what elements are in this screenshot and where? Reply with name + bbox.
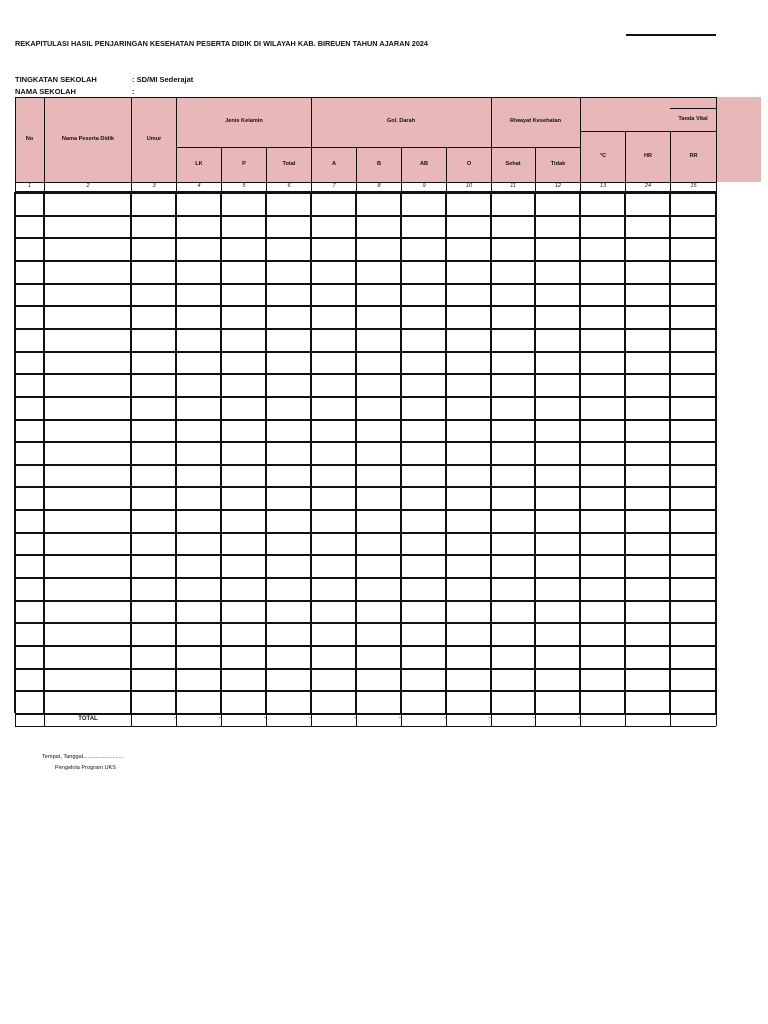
- column-line: [220, 192, 222, 713]
- row-line: [15, 645, 716, 647]
- row-line: [15, 283, 716, 285]
- row-line: [15, 351, 716, 353]
- header-nama: Nama Peserta Didik: [61, 136, 115, 142]
- column-number: 8: [377, 183, 381, 189]
- column-number: 12: [554, 183, 562, 189]
- column-line: [356, 713, 357, 726]
- header-sub: AB: [419, 161, 429, 167]
- column-line: [534, 192, 536, 713]
- row-line: [15, 600, 716, 602]
- total-value: -: [264, 715, 266, 721]
- column-line: [131, 97, 132, 192]
- row-line: [15, 509, 716, 511]
- header-sub: P: [242, 161, 246, 167]
- row-line: [15, 305, 716, 307]
- column-line: [624, 192, 626, 713]
- total-value: -: [219, 715, 221, 721]
- header-sub: RR: [689, 153, 698, 159]
- row-line: [15, 668, 716, 670]
- column-line: [311, 97, 312, 192]
- header-fill-overflow: [716, 97, 761, 182]
- column-line: [400, 192, 402, 713]
- header-line: [176, 147, 580, 148]
- row-line: [15, 260, 716, 262]
- column-line: [401, 713, 402, 726]
- header-sub: A: [331, 161, 337, 167]
- column-line: [535, 713, 536, 726]
- header-sub: Sehat: [505, 161, 521, 167]
- column-number: 10: [465, 183, 473, 189]
- column-line: [176, 97, 177, 192]
- total-value: -: [533, 715, 535, 721]
- total-value: -: [489, 715, 491, 721]
- row-line: [15, 396, 716, 398]
- total-value: -: [309, 715, 311, 721]
- column-number: 5: [242, 183, 246, 189]
- column-number: 3: [152, 183, 156, 189]
- total-label: TOTAL: [78, 716, 98, 722]
- column-number: 1: [27, 183, 32, 189]
- column-line: [355, 192, 357, 713]
- column-line: [311, 713, 312, 726]
- column-line: [445, 192, 447, 713]
- column-line: [625, 713, 626, 726]
- header-line: [580, 131, 716, 132]
- school-level-label: TINGKATAN SEKOLAH: [15, 75, 97, 84]
- header-sub: O: [466, 161, 472, 167]
- school-name-label: NAMA SEKOLAH: [15, 87, 76, 96]
- row-line: [15, 373, 716, 375]
- total-value: -: [578, 715, 580, 721]
- total-value: -: [174, 715, 176, 721]
- column-line: [14, 192, 16, 713]
- header-sub: °C: [599, 153, 607, 159]
- column-line: [716, 713, 717, 726]
- row-line: [15, 237, 716, 239]
- row-line: [15, 713, 716, 715]
- column-line: [15, 97, 16, 192]
- table-border-bottom: [15, 726, 716, 727]
- column-line: [176, 713, 177, 726]
- total-value: -: [444, 715, 446, 721]
- column-line: [490, 192, 492, 713]
- row-line: [15, 577, 716, 579]
- column-number: 15: [690, 183, 697, 189]
- header-gol-darah: Gol. Darah: [386, 118, 416, 124]
- column-line: [43, 192, 45, 713]
- header-sub: HR: [643, 153, 653, 159]
- column-line: [491, 97, 492, 192]
- column-number: 11: [510, 183, 516, 189]
- row-line: [15, 419, 716, 421]
- table-border-top: [15, 97, 716, 98]
- column-line: [265, 192, 267, 713]
- column-line: [580, 97, 581, 192]
- column-line: [446, 713, 447, 726]
- header-no: No: [25, 136, 34, 142]
- total-value: -: [399, 715, 401, 721]
- column-line: [715, 192, 717, 713]
- header-sub: LK: [195, 161, 203, 167]
- column-number: 9: [422, 183, 426, 189]
- school-level-value: : SD/MI Sederajat: [132, 75, 194, 84]
- column-number: 24: [644, 183, 652, 189]
- row-line: [15, 486, 716, 488]
- column-number: 7: [332, 183, 336, 189]
- column-line: [310, 192, 312, 713]
- column-number: 13: [599, 183, 607, 189]
- school-name-value: :: [132, 87, 135, 96]
- column-line: [491, 713, 492, 726]
- column-line: [221, 713, 222, 726]
- column-number: 2: [86, 183, 90, 189]
- document-title: REKAPITULASI HASIL PENJARINGAN KESEHATAN PESERTA DIDIK DI WILAYAH KAB. BIREUEN TAHUN AJARAN 2024: [15, 39, 428, 48]
- column-line: [130, 192, 132, 713]
- row-line: [15, 690, 716, 692]
- header-sub: B: [376, 161, 382, 167]
- column-line: [716, 97, 717, 192]
- column-line: [669, 192, 671, 713]
- header-sub: Tidak: [550, 161, 566, 167]
- signer-title: Pengelola Program UKS: [55, 765, 116, 771]
- column-line: [15, 713, 16, 726]
- column-line: [175, 192, 177, 713]
- header-line: [670, 108, 716, 109]
- row-line: [15, 532, 716, 534]
- header-umur: Umur: [146, 136, 162, 142]
- header-jenis-kelamin: Jenis Kelamin: [225, 118, 263, 124]
- row-line: [15, 554, 716, 556]
- column-line: [131, 713, 132, 726]
- total-value: -: [354, 715, 356, 721]
- header-tanda-vital: Tanda Vital: [678, 116, 708, 122]
- row-line: [15, 464, 716, 466]
- row-line: [15, 192, 716, 194]
- header-sub: Total: [282, 161, 296, 167]
- column-number: 6: [287, 183, 291, 189]
- column-line: [579, 192, 581, 713]
- row-line: [15, 622, 716, 624]
- column-line: [44, 97, 45, 192]
- column-line: [580, 713, 581, 726]
- row-line: [15, 328, 716, 330]
- row-line: [15, 441, 716, 443]
- column-number: 4: [197, 183, 201, 189]
- column-line: [670, 713, 671, 726]
- column-line: [266, 713, 267, 726]
- place-date: Tempat, Tanggal..........................: [42, 754, 124, 760]
- header-riwayat: Riwayat Kesehatan: [510, 118, 561, 124]
- row-line: [15, 215, 716, 217]
